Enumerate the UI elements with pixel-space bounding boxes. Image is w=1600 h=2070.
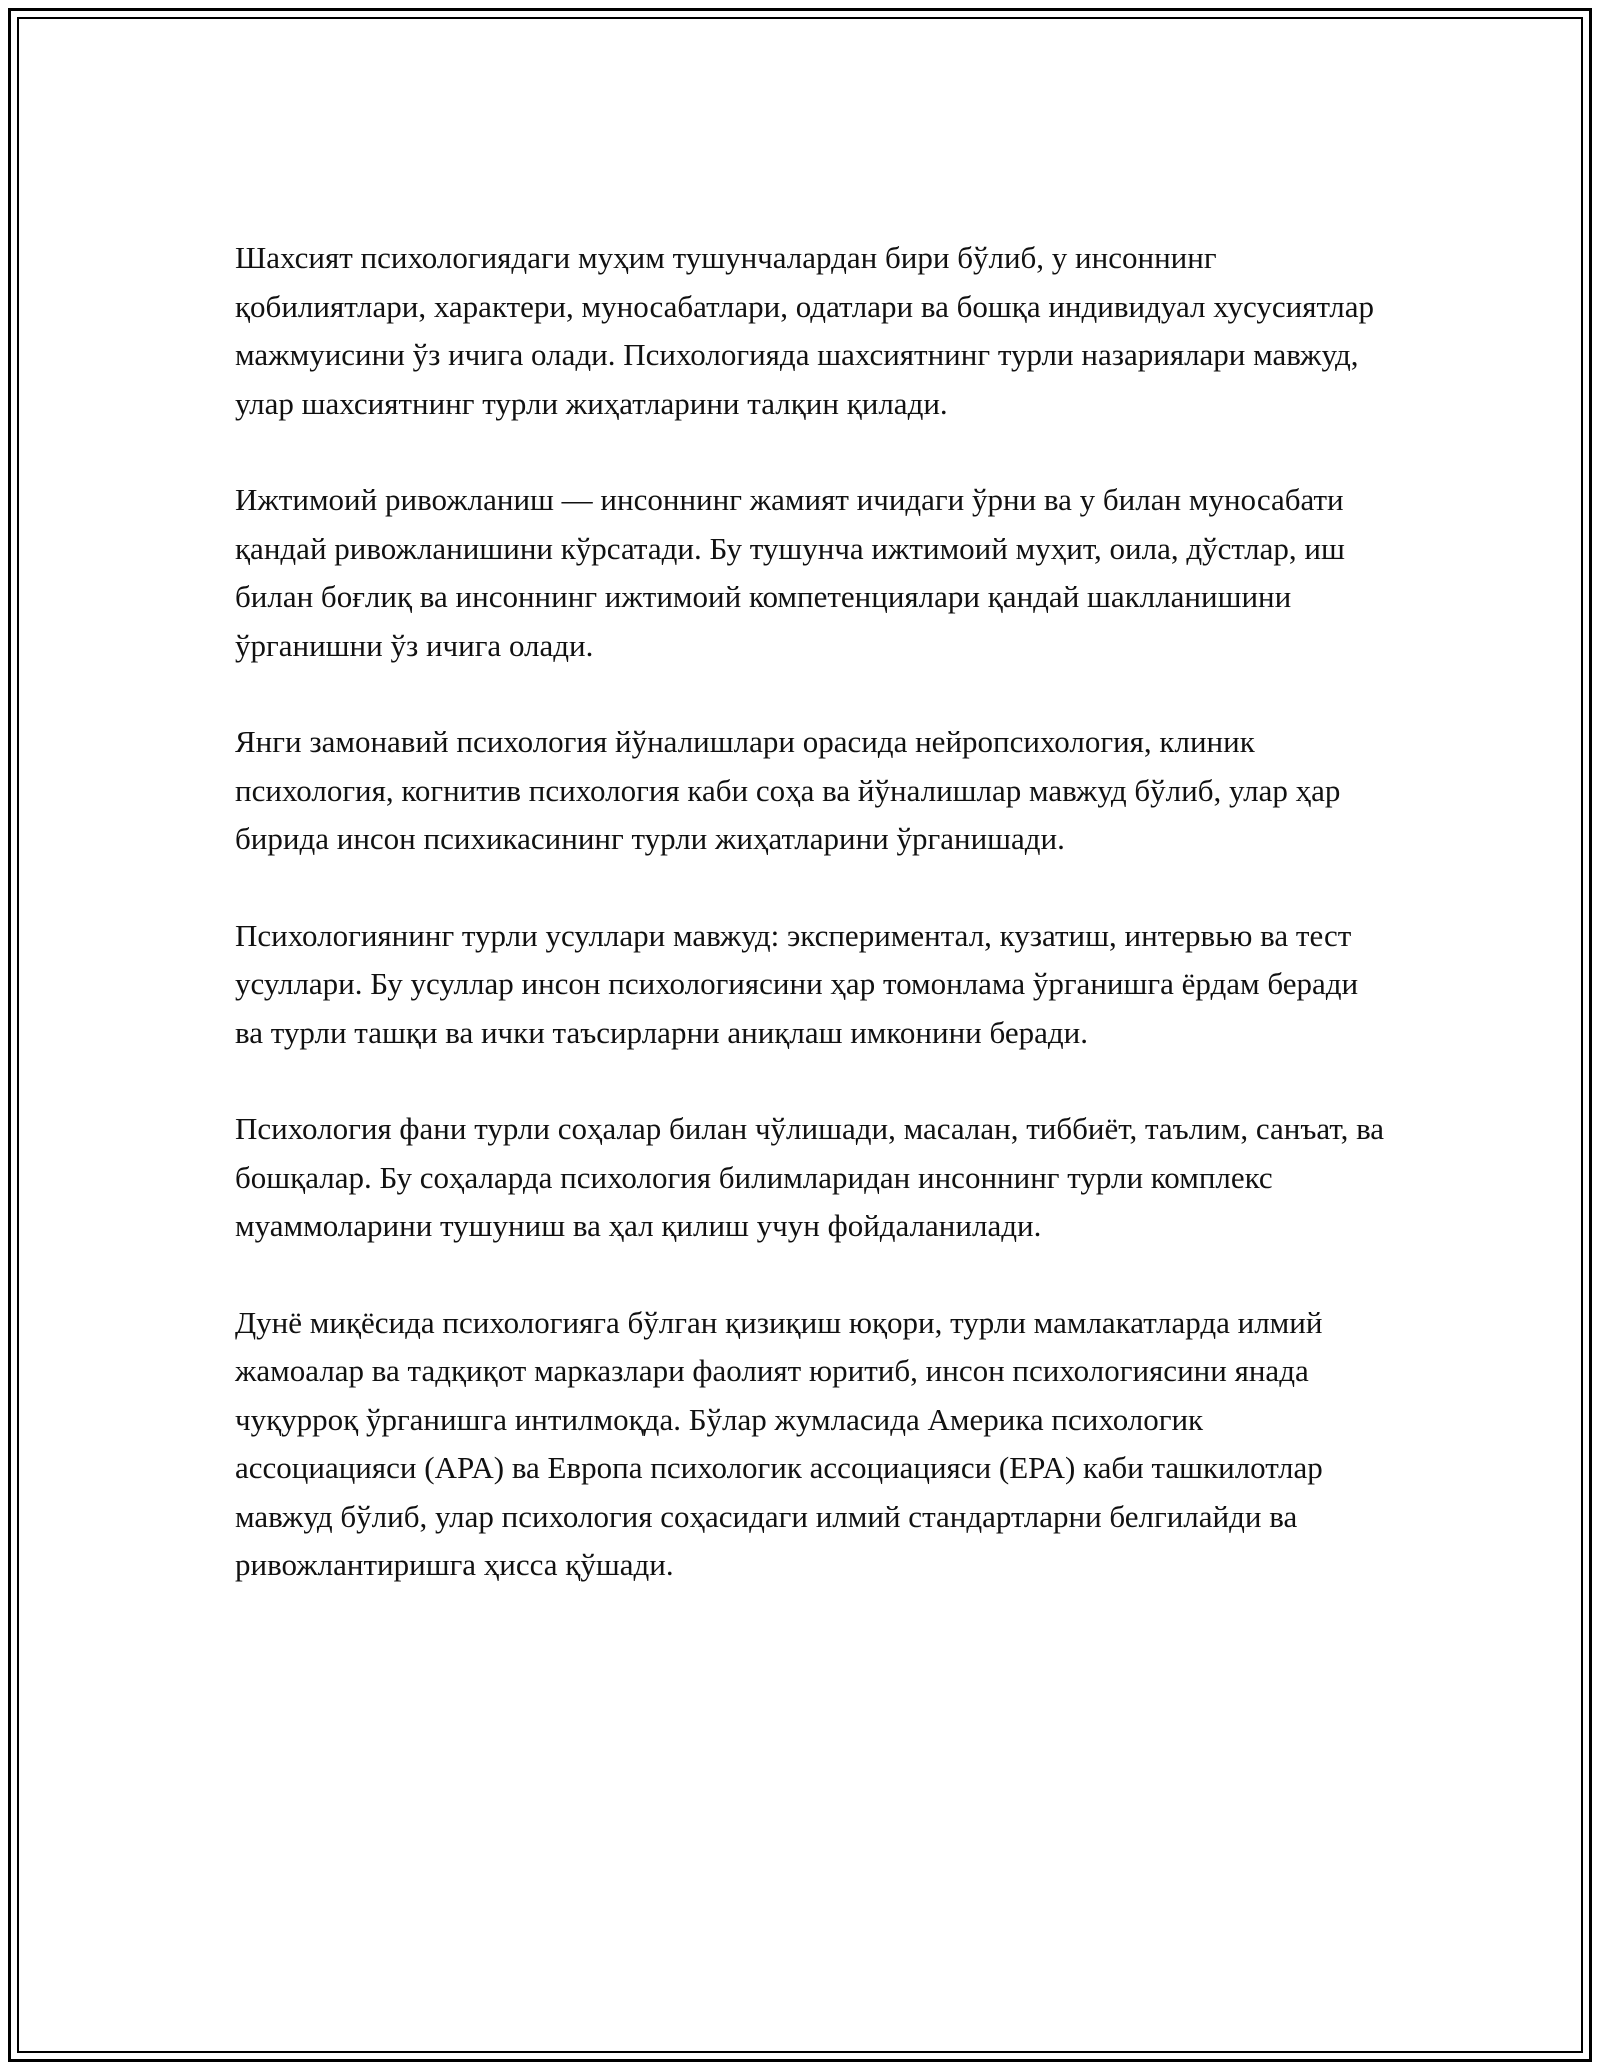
paragraph-research-methods: Психологиянинг турли усуллари мавжуд: экспериментал, кузатиш, интервью ва тест усуллари. Бу усуллар инсон психологиясини ҳар томонлама ўрганишга ёрдам беради ва турли ташқи ва ички таъсирларни аниқлаш имконини беради. — [235, 917, 1359, 1050]
paragraph-modern-directions: Янги замонавий психология йўналишлари орасида нейропсихология, клиник психология, когнитив психология каби соҳа ва йўналишлар мавжуд бўлиб, улар ҳар бирида инсон психикасининг турли жиҳатларини ўрганишади. — [235, 724, 1341, 856]
paragraph-applied-fields: Психология фани турли соҳалар билан чўлишади, масалан, тиббиёт, таълим, санъат, ва бошқалар. Бу соҳаларда психология билимларидан инсоннинг турли комплекс муаммоларини тушуниш ва ҳал қилиш учун фойдаланилади. — [235, 1111, 1385, 1243]
document-body — [235, 234, 1385, 1590]
paragraph-international-associations: Дунё миқёсида психологияга бўлган қизиқиш юқори, турли мамлакатларда илмий жамоалар ва тадқиқот марказлари фаолият юритиб, инсон психологиясини янада чуқурроқ ўрганишга интилмоқда. Бўлар жумласида Америка психологик ассоциацияси (APA) ва Европа психологик ассоциацияси (EPA) каби ташкилотлар мавжуд бўлиб, улар психология соҳасидаги илмий стандартларни белгилайди ва ривожлантиришга ҳисса қўшади. — [235, 1304, 1323, 1582]
paragraph-personality: Шахсият психологиядаги муҳим тушунчалардан бири бўлиб, у инсоннинг қобилиятлари, характери, муносабатлари, одатлари ва бошқа индивидуал хусусиятлар мажмуисини ўз ичига олади. Психологияда шахсиятнинг турли назариялари мавжуд, улар шахсиятнинг турли жиҳатларини талқин қилади. — [235, 240, 1374, 421]
paragraph-social-development: Ижтимоий ривожланиш — инсоннинг жамият ичидаги ўрни ва у билан муносабати қандай ривожланишини кўрсатади. Бу тушунча ижтимоий муҳит, оила, дўстлар, иш билан боғлиқ ва инсоннинг ижтимоий компетенциялари қандай шаклланишини ўрганишни ўз ичига олади. — [235, 482, 1345, 663]
